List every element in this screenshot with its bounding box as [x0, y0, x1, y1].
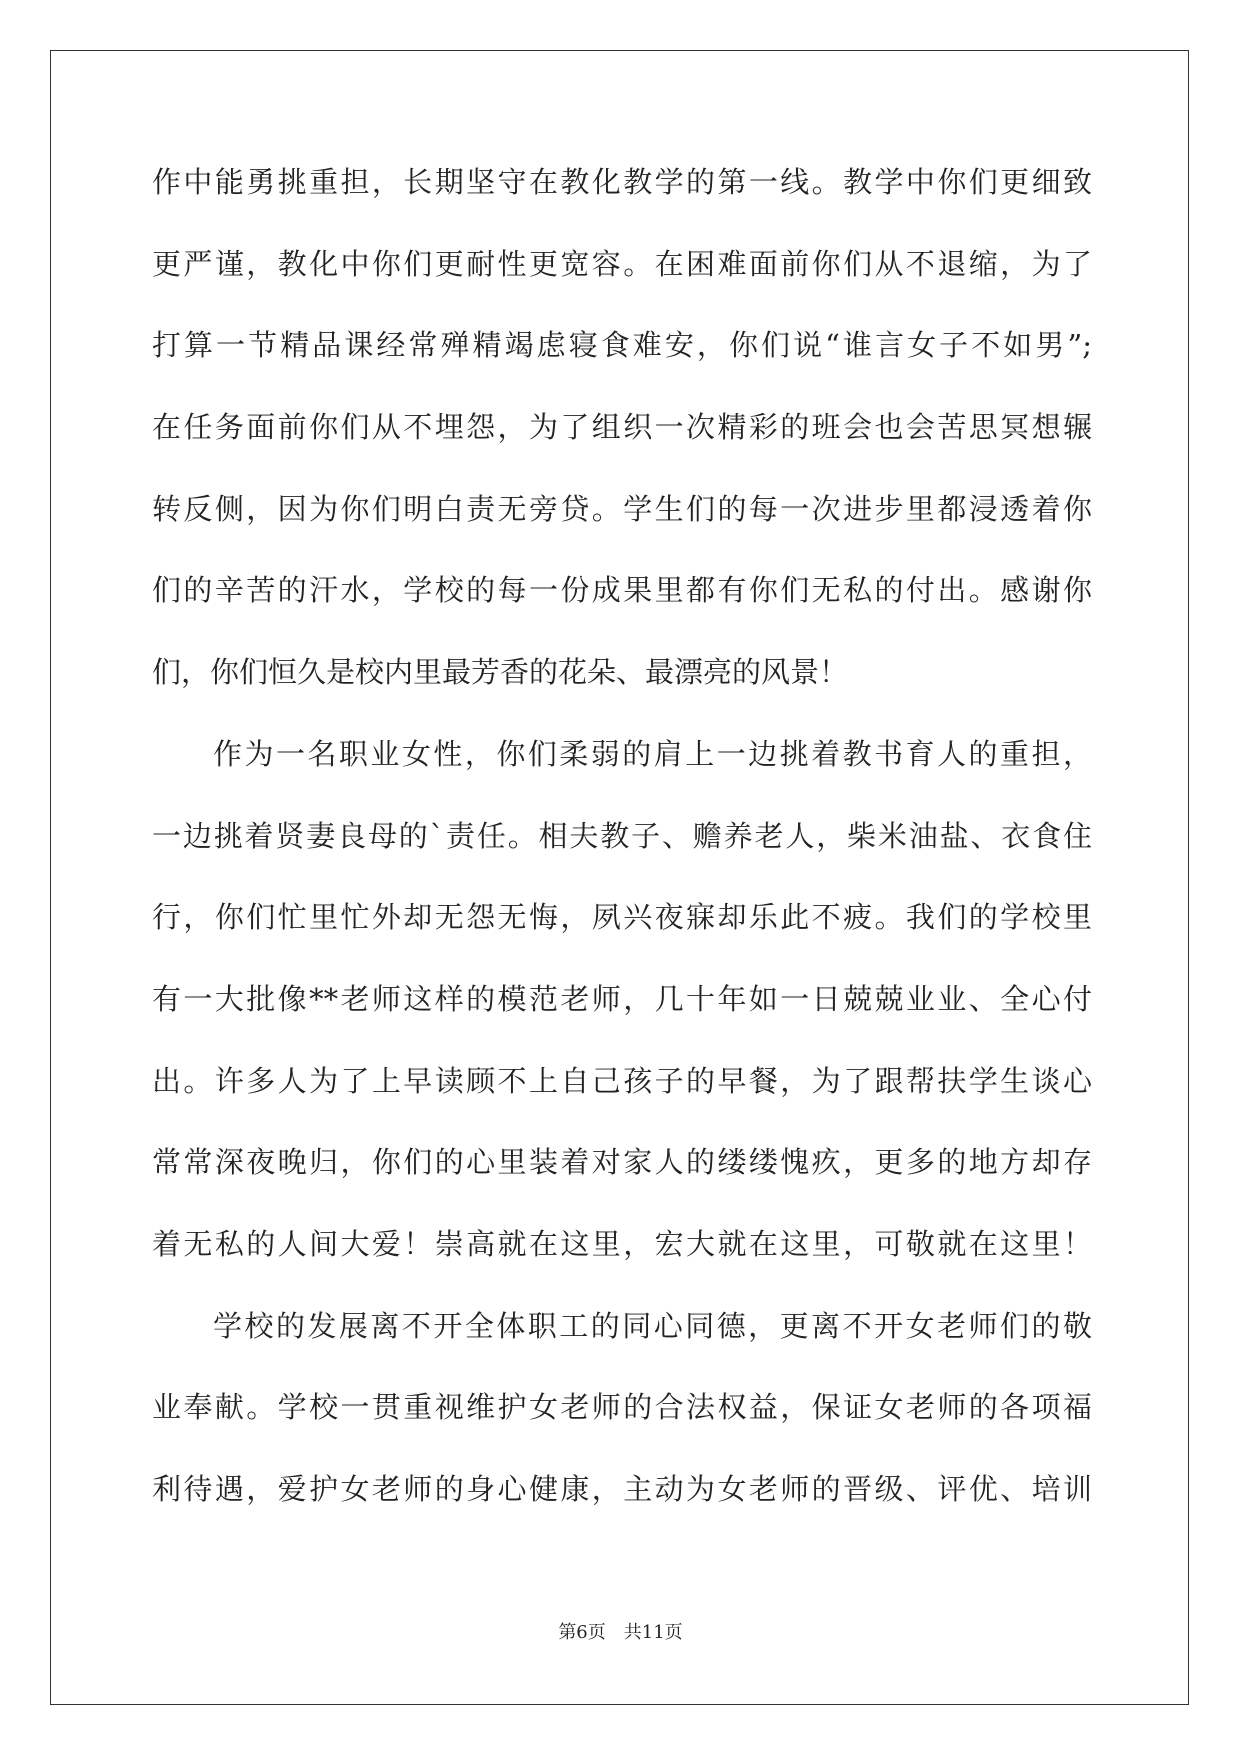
text-line: 学校的发展离不开全体职工的同心同德，更离不开女老师们的敬 [213, 1308, 1092, 1343]
text-line: 常常深夜晚归，你们的心里装着对家人的缕缕愧疚，更多的地方却存 [152, 1145, 1092, 1180]
text-line: 一边挑着贤妻良母的`责任。相夫教子、赡养老人，柴米油盐、衣食住 [152, 818, 1092, 853]
text-line: 出。许多人为了上早读顾不上自己孩子的早餐，为了跟帮扶学生谈心 [152, 1063, 1092, 1098]
text-line: 们，你们恒久是校内里最芳香的花朵、最漂亮的风景！ [152, 655, 849, 690]
text-line: 更严谨，教化中你们更耐性更宽容。在困难面前你们从不退缩，为了 [152, 246, 1092, 281]
text-line: 打算一节精品课经常殚精竭虑寝食难安，你们说“谁言女子不如男”; [152, 328, 1092, 363]
text-line: 作为一名职业女性，你们柔弱的肩上一边挑着教书育人的重担， [213, 736, 1092, 771]
text-line: 业奉献。学校一贯重视维护女老师的合法权益，保证女老师的各项福 [152, 1390, 1092, 1425]
text-line: 行，你们忙里忙外却无怨无悔，夙兴夜寐却乐此不疲。我们的学校里 [152, 900, 1092, 935]
text-line: 着无私的人间大爱！崇高就在这里，宏大就在这里，可敬就在这里！ [152, 1226, 1092, 1261]
text-line: 利待遇，爱护女老师的身心健康，主动为女老师的晋级、评优、培训 [152, 1472, 1092, 1506]
text-line: 作中能勇挑重担，长期坚守在教化教学的第一线。教学中你们更细致 [152, 165, 1092, 199]
text-line: 们的辛苦的汗水，学校的每一份成果里都有你们无私的付出。感谢你 [152, 573, 1092, 608]
text-line: 在任务面前你们从不埋怨，为了组织一次精彩的班会也会苦思冥想辗 [152, 410, 1092, 445]
text-line: 转反侧，因为你们明白责无旁贷。学生们的每一次进步里都浸透着你 [152, 491, 1092, 526]
text-line: 有一大批像**老师这样的模范老师，几十年如一日兢兢业业、全心付 [152, 981, 1092, 1016]
document-body [152, 157, 1092, 1546]
page-number-footer: 第6页 共11页 [558, 1622, 683, 1643]
